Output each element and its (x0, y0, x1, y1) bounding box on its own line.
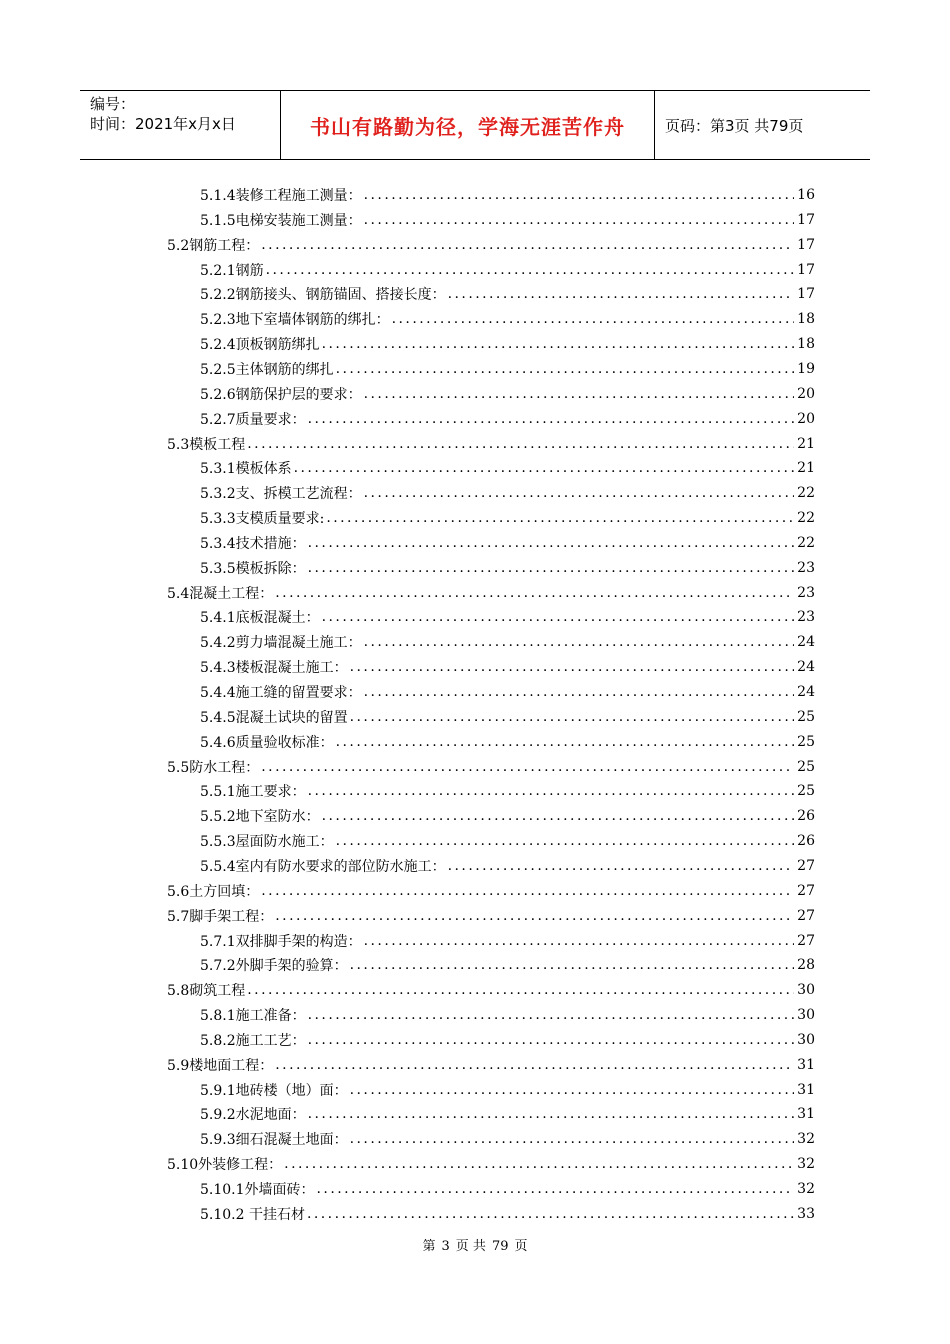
toc-entry-label: 5.2.6钢筋保护层的要求： (200, 386, 362, 403)
toc-entry-page: 28 (797, 957, 815, 974)
toc-entry-page: 30 (797, 1007, 815, 1024)
toc-leader-dots (364, 212, 795, 228)
toc-entry-label: 5.7.1双排脚手架的构造： (200, 933, 362, 950)
toc-entry-page: 30 (797, 982, 815, 999)
toc-entry[interactable] (200, 357, 815, 381)
toc-entry-page: 26 (797, 833, 815, 850)
toc-entry[interactable] (200, 605, 815, 629)
toc-entry-label: 5.2.7质量要求： (200, 411, 306, 428)
toc-entry[interactable] (167, 755, 815, 779)
toc-entry[interactable] (167, 1053, 815, 1077)
toc-entry-page: 33 (797, 1205, 815, 1222)
toc-entry-page: 18 (797, 311, 815, 328)
toc-entry-page: 20 (797, 410, 815, 427)
toc-entry-label: 5.2.3地下室墙体钢筋的绑扎： (200, 312, 390, 329)
toc-entry-page: 30 (797, 1031, 815, 1048)
toc-entry-label: 5.9楼地面工程： (167, 1057, 274, 1074)
toc-leader-dots (261, 759, 794, 775)
toc-leader-dots (364, 386, 795, 402)
toc-entry-label: 5.2.4顶板钢筋绑扎 (200, 337, 320, 354)
toc-entry-label: 5.5.2地下室防水： (200, 809, 320, 826)
toc-leader-dots (307, 1206, 794, 1222)
toc-entry-page: 27 (797, 857, 815, 874)
footer-suffix: 页 (514, 1239, 528, 1254)
toc-entry-label: 5.4.4施工缝的留置要求： (200, 685, 362, 701)
toc-entry-page: 21 (797, 435, 815, 452)
toc-leader-dots (317, 1181, 795, 1197)
toc-entry-label: 5.9.1地砖楼（地）面： (200, 1082, 348, 1099)
toc-entry-page: 32 (797, 1156, 815, 1173)
toc-leader-dots (392, 311, 795, 327)
toc-leader-dots (308, 560, 795, 576)
toc-entry-label: 5.8砌筑工程 (167, 983, 246, 1000)
toc-entry-page: 23 (797, 559, 815, 576)
toc-entry-page: 24 (797, 659, 815, 676)
toc-entry-page: 27 (797, 882, 815, 899)
toc-entry-label: 5.3.2支、拆模工艺流程： (200, 486, 362, 503)
toc-entry-label: 5.5.3屋面防水施工： (200, 834, 334, 851)
header-meta (80, 91, 281, 159)
toc-entry[interactable] (200, 1177, 815, 1201)
toc-entry[interactable] (200, 829, 815, 853)
header-page-info: 页码：第3页 共79页 (665, 116, 804, 135)
toc-leader-dots (308, 535, 795, 551)
toc-entry[interactable] (200, 1127, 815, 1151)
toc-entry-page: 32 (797, 1131, 815, 1148)
time-label: 时间：2021年x月x日 (90, 115, 236, 133)
toc-leader-dots (308, 1032, 795, 1048)
toc-entry-label: 5.5.1施工要求： (200, 784, 306, 801)
toc-entry[interactable] (200, 1202, 815, 1226)
toc-leader-dots (350, 709, 795, 725)
toc-entry-label: 5.2.2钢筋接头、钢筋锚固、搭接长度： (200, 287, 446, 304)
toc-entry-page: 32 (797, 1181, 815, 1197)
toc-entry-label: 5.4.1底板混凝土： (200, 610, 320, 627)
toc-leader-dots (326, 510, 794, 526)
toc-entry[interactable] (200, 531, 815, 555)
toc-entry-page: 22 (797, 510, 815, 527)
toc-entry-page: 25 (797, 733, 815, 750)
toc-entry-label: 5.6土方回填： (167, 883, 260, 900)
toc-entry-label: 5.2钢筋工程： (167, 237, 260, 254)
toc-entry-page: 23 (797, 584, 815, 601)
toc-entry-label: 5.4.6质量验收标准： (200, 734, 334, 751)
toc-leader-dots (247, 436, 794, 452)
toc-entry-label: 5.5.4室内有防水要求的部位防水施工： (200, 858, 446, 875)
toc-leader-dots (350, 957, 795, 973)
toc-entry[interactable] (167, 1152, 815, 1176)
footer-prefix: 第 (422, 1239, 436, 1254)
toc-entry-page: 17 (797, 211, 815, 228)
toc-entry-page: 27 (797, 907, 815, 924)
toc-entry[interactable] (200, 655, 815, 679)
toc-entry-label: 5.3.1模板体系 (200, 461, 292, 478)
toc-leader-dots (308, 783, 795, 799)
toc-leader-dots (322, 609, 795, 625)
toc-leader-dots (308, 1106, 795, 1122)
toc-entry-label: 5.4.2剪力墙混凝土施工： (200, 635, 362, 652)
toc-entry-page: 16 (797, 187, 815, 203)
toc-entry-label: 5.2.1钢筋 (200, 262, 264, 279)
toc-leader-dots (336, 734, 795, 750)
toc-entry-label: 5.4.3楼板混凝土施工： (200, 660, 348, 677)
toc-entry-page: 31 (797, 1056, 815, 1073)
toc-entry-label: 5.7.2外脚手架的验算： (200, 958, 348, 975)
toc-entry-label: 5.5防水工程： (167, 759, 260, 776)
toc-entry-page: 26 (797, 808, 815, 825)
toc-entry-label: 5.3模板工程 (167, 436, 246, 453)
toc-entry[interactable] (200, 1028, 815, 1052)
toc-entry[interactable] (200, 630, 815, 654)
toc-entry-page: 25 (797, 758, 815, 775)
toc-leader-dots (275, 908, 794, 924)
toc-entry-label: 5.4混凝土工程： (167, 585, 274, 602)
toc-entry-label: 5.8.2施工工艺： (200, 1032, 306, 1049)
toc-entry[interactable] (200, 307, 815, 331)
toc-leader-dots (364, 485, 795, 501)
toc-leader-dots (364, 684, 795, 700)
toc-entry[interactable] (200, 854, 815, 878)
toc-entry-label: 5.1.5电梯安装施工测量： (200, 212, 362, 229)
toc-entry-label: 5.9.2水泥地面： (200, 1107, 306, 1124)
toc-entry[interactable] (167, 233, 815, 257)
toc-entry-page: 19 (797, 360, 815, 377)
toc-leader-dots (364, 933, 795, 949)
toc-entry[interactable] (200, 1102, 815, 1126)
toc-entry-label: 5.7脚手架工程： (167, 908, 274, 925)
toc-entry[interactable] (200, 929, 815, 953)
toc-entry-label: 5.1.4装修工程施工测量： (200, 188, 362, 204)
toc-leader-dots (350, 1082, 795, 1098)
toc-entry[interactable] (200, 680, 815, 704)
toc-entry-page: 17 (797, 236, 815, 253)
code-label: 编号： (90, 95, 136, 113)
toc-leader-dots (261, 237, 794, 253)
toc-entry-label: 5.3.3支模质量要求: (200, 511, 325, 528)
toc-entry-label: 5.10.1外墙面砖： (200, 1182, 315, 1198)
toc-leader-dots (322, 336, 795, 352)
header-motto: 书山有路勤为径，学海无涯苦作舟 (281, 91, 655, 159)
toc-entry-page: 24 (797, 634, 815, 651)
toc-entry[interactable] (200, 481, 815, 505)
footer-total-pages: 79 (491, 1239, 509, 1254)
toc-entry-page: 23 (797, 609, 815, 626)
toc-entry-label: 5.9.3细石混凝土地面： (200, 1132, 348, 1149)
toc-leader-dots (448, 858, 795, 874)
toc-leader-dots (336, 361, 795, 377)
toc-entry-page: 24 (797, 684, 815, 700)
toc-entry-page: 20 (797, 385, 815, 402)
toc-leader-dots (275, 1057, 794, 1073)
toc-entry-page: 31 (797, 1081, 815, 1098)
toc-entry-page: 17 (797, 286, 815, 303)
toc-entry-label: 5.10.2 干挂石材 (200, 1206, 305, 1223)
toc-entry-page: 18 (797, 336, 815, 353)
toc-entry[interactable] (167, 978, 815, 1002)
toc-leader-dots (364, 634, 795, 650)
toc-leader-dots (284, 1156, 794, 1172)
toc-entry-page: 21 (797, 460, 815, 477)
toc-leader-dots (261, 883, 794, 899)
footer-current-page: 3 (441, 1239, 450, 1254)
toc-leader-dots (294, 460, 795, 476)
toc-entry[interactable] (200, 332, 815, 356)
toc-entry-page: 22 (797, 485, 815, 502)
toc-entry[interactable] (200, 779, 815, 803)
toc-entry[interactable] (200, 705, 815, 729)
toc-leader-dots (308, 1007, 795, 1023)
footer-mid: 页 共 (455, 1239, 486, 1254)
toc-entry[interactable] (167, 581, 815, 605)
toc-leader-dots (266, 262, 795, 278)
toc-entry-page: 17 (797, 261, 815, 278)
toc-entry[interactable] (200, 556, 815, 580)
toc-leader-dots (448, 286, 795, 302)
toc-entry[interactable] (200, 382, 815, 406)
toc-leader-dots (350, 659, 795, 675)
toc-entry-page: 27 (797, 932, 815, 949)
toc-entry-page: 31 (797, 1106, 815, 1123)
toc-leader-dots (364, 187, 795, 203)
toc-leader-dots (350, 1131, 795, 1147)
toc-leader-dots (247, 982, 794, 998)
toc-entry[interactable] (200, 506, 815, 530)
toc-leader-dots (308, 411, 795, 427)
toc-entry[interactable] (200, 456, 815, 480)
toc-entry[interactable] (167, 904, 815, 928)
toc-entry[interactable] (200, 282, 815, 306)
toc-entry-page: 22 (797, 534, 815, 551)
toc-entry[interactable] (200, 208, 815, 232)
toc-entry[interactable] (167, 432, 815, 456)
toc-entry[interactable] (200, 407, 815, 431)
toc-leader-dots (275, 585, 794, 601)
toc-entry-label: 5.2.5主体钢筋的绑扎 (200, 361, 334, 378)
toc-entry[interactable] (200, 730, 815, 754)
toc-entry-page: 25 (797, 783, 815, 800)
page-header (80, 90, 870, 160)
toc-entry-label: 5.10外装修工程： (167, 1157, 283, 1174)
toc-entry-label: 5.3.5模板拆除： (200, 560, 306, 577)
toc-entry[interactable] (200, 1003, 815, 1027)
toc-entry[interactable] (200, 804, 815, 828)
toc-entry[interactable] (167, 879, 815, 903)
toc-entry-label: 5.8.1施工准备： (200, 1008, 306, 1025)
toc-entry-label: 5.4.5混凝土试块的留置 (200, 709, 348, 726)
toc-entry[interactable] (200, 1078, 815, 1102)
toc-entry[interactable] (200, 258, 815, 282)
toc-entry-label: 5.3.4技术措施： (200, 535, 306, 552)
page-footer (0, 1235, 950, 1254)
toc-leader-dots (322, 808, 795, 824)
toc-entry-page: 25 (797, 708, 815, 725)
toc-entry[interactable] (200, 183, 815, 207)
toc-entry[interactable] (200, 953, 815, 977)
toc-leader-dots (336, 833, 795, 849)
